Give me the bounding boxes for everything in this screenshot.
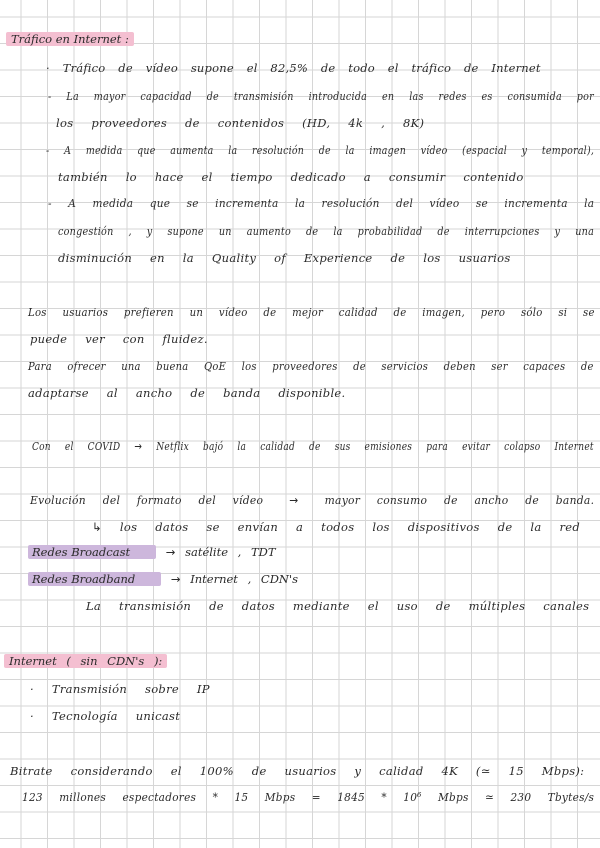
evolution-line — [30, 493, 594, 507]
right-arrow-icon: → — [134, 439, 143, 453]
return-arrow-icon: ↳ — [92, 520, 102, 534]
right-arrow-icon: → — [289, 493, 299, 507]
broadcast-note — [92, 520, 580, 534]
bullet-line: - A medida que se incrementa la resolución del vídeo se incrementa la — [48, 196, 595, 210]
paragraph-line: adaptarse al ancho de banda disponible. — [28, 386, 346, 400]
paragraph-line: Los usuarios prefieren un vídeo de mejor calidad de imagen, pero sólo si se — [28, 305, 595, 319]
network-value: satélite , TDT — [185, 545, 276, 559]
bitrate-calc-line: 123 millones espectadores * 15 Mbps = 1845 * 10⁶ Mbps ≃ 230 Tbytes/s — [22, 790, 595, 804]
covid-left: Con el COVID — [32, 439, 121, 453]
evolution-left: Evolución del formato del vídeo — [30, 493, 264, 507]
section-heading-internet — [4, 654, 167, 668]
network-label: Redes Broadband — [28, 572, 161, 586]
bullet-line: congestión , y supone un aumento de la probabilidad de interrupciones y una — [58, 224, 595, 238]
network-row-broadband — [28, 572, 298, 586]
network-label: Redes Broadcast — [28, 545, 156, 559]
bullet-line: · Transmisión sobre IP — [30, 682, 210, 696]
evolution-right: mayor consumo de ancho de banda. — [324, 493, 595, 507]
bullet-line: · Tráfico de vídeo supone el 82,5% de todo el tráfico de Internet — [46, 61, 541, 75]
bullet-line: - A medida que aumenta la resolución de la imagen vídeo (espacial y temporal), — [46, 143, 595, 157]
broadband-note: La transmisión de datos mediante el uso de múltiples canales — [86, 599, 590, 613]
section-heading-traffic — [6, 32, 134, 46]
right-arrow-icon: → — [165, 545, 176, 559]
right-arrow-icon: → — [170, 572, 181, 586]
bitrate-line: Bitrate considerando el 100% de usuarios y calidad 4K (≃ 15 Mbps): — [10, 764, 585, 778]
bullet-line: disminución en la Quality of Experience de los usuarios — [58, 251, 511, 265]
paragraph-line: Para ofrecer una buena QoE los proveedores de servicios deben ser capaces de — [28, 359, 594, 373]
bullet-line: · Tecnología unicast — [30, 709, 181, 723]
heading-highlight: Internet ( sin CDN's ): — [4, 654, 167, 668]
paragraph-line: puede ver con fluidez. — [30, 332, 208, 346]
bullet-line: los proveedores de contenidos (HD, 4k , 8K) — [56, 116, 425, 130]
bullet-line: también lo hace el tiempo dedicado a consumir contenido — [58, 170, 524, 184]
bullet-line: - La mayor capacidad de transmisión introducida en las redes es consumida por — [48, 89, 594, 103]
covid-line — [32, 439, 594, 453]
network-row-broadcast — [28, 545, 276, 559]
network-value: Internet , CDN's — [190, 572, 299, 586]
broadcast-note-text: los datos se envían a todos los dispositivos de la red — [119, 520, 581, 534]
heading-highlight: Tráfico en Internet : — [6, 32, 134, 46]
covid-right: Netflix bajó la calidad de sus emisiones para evitar colapso Internet — [156, 439, 594, 453]
